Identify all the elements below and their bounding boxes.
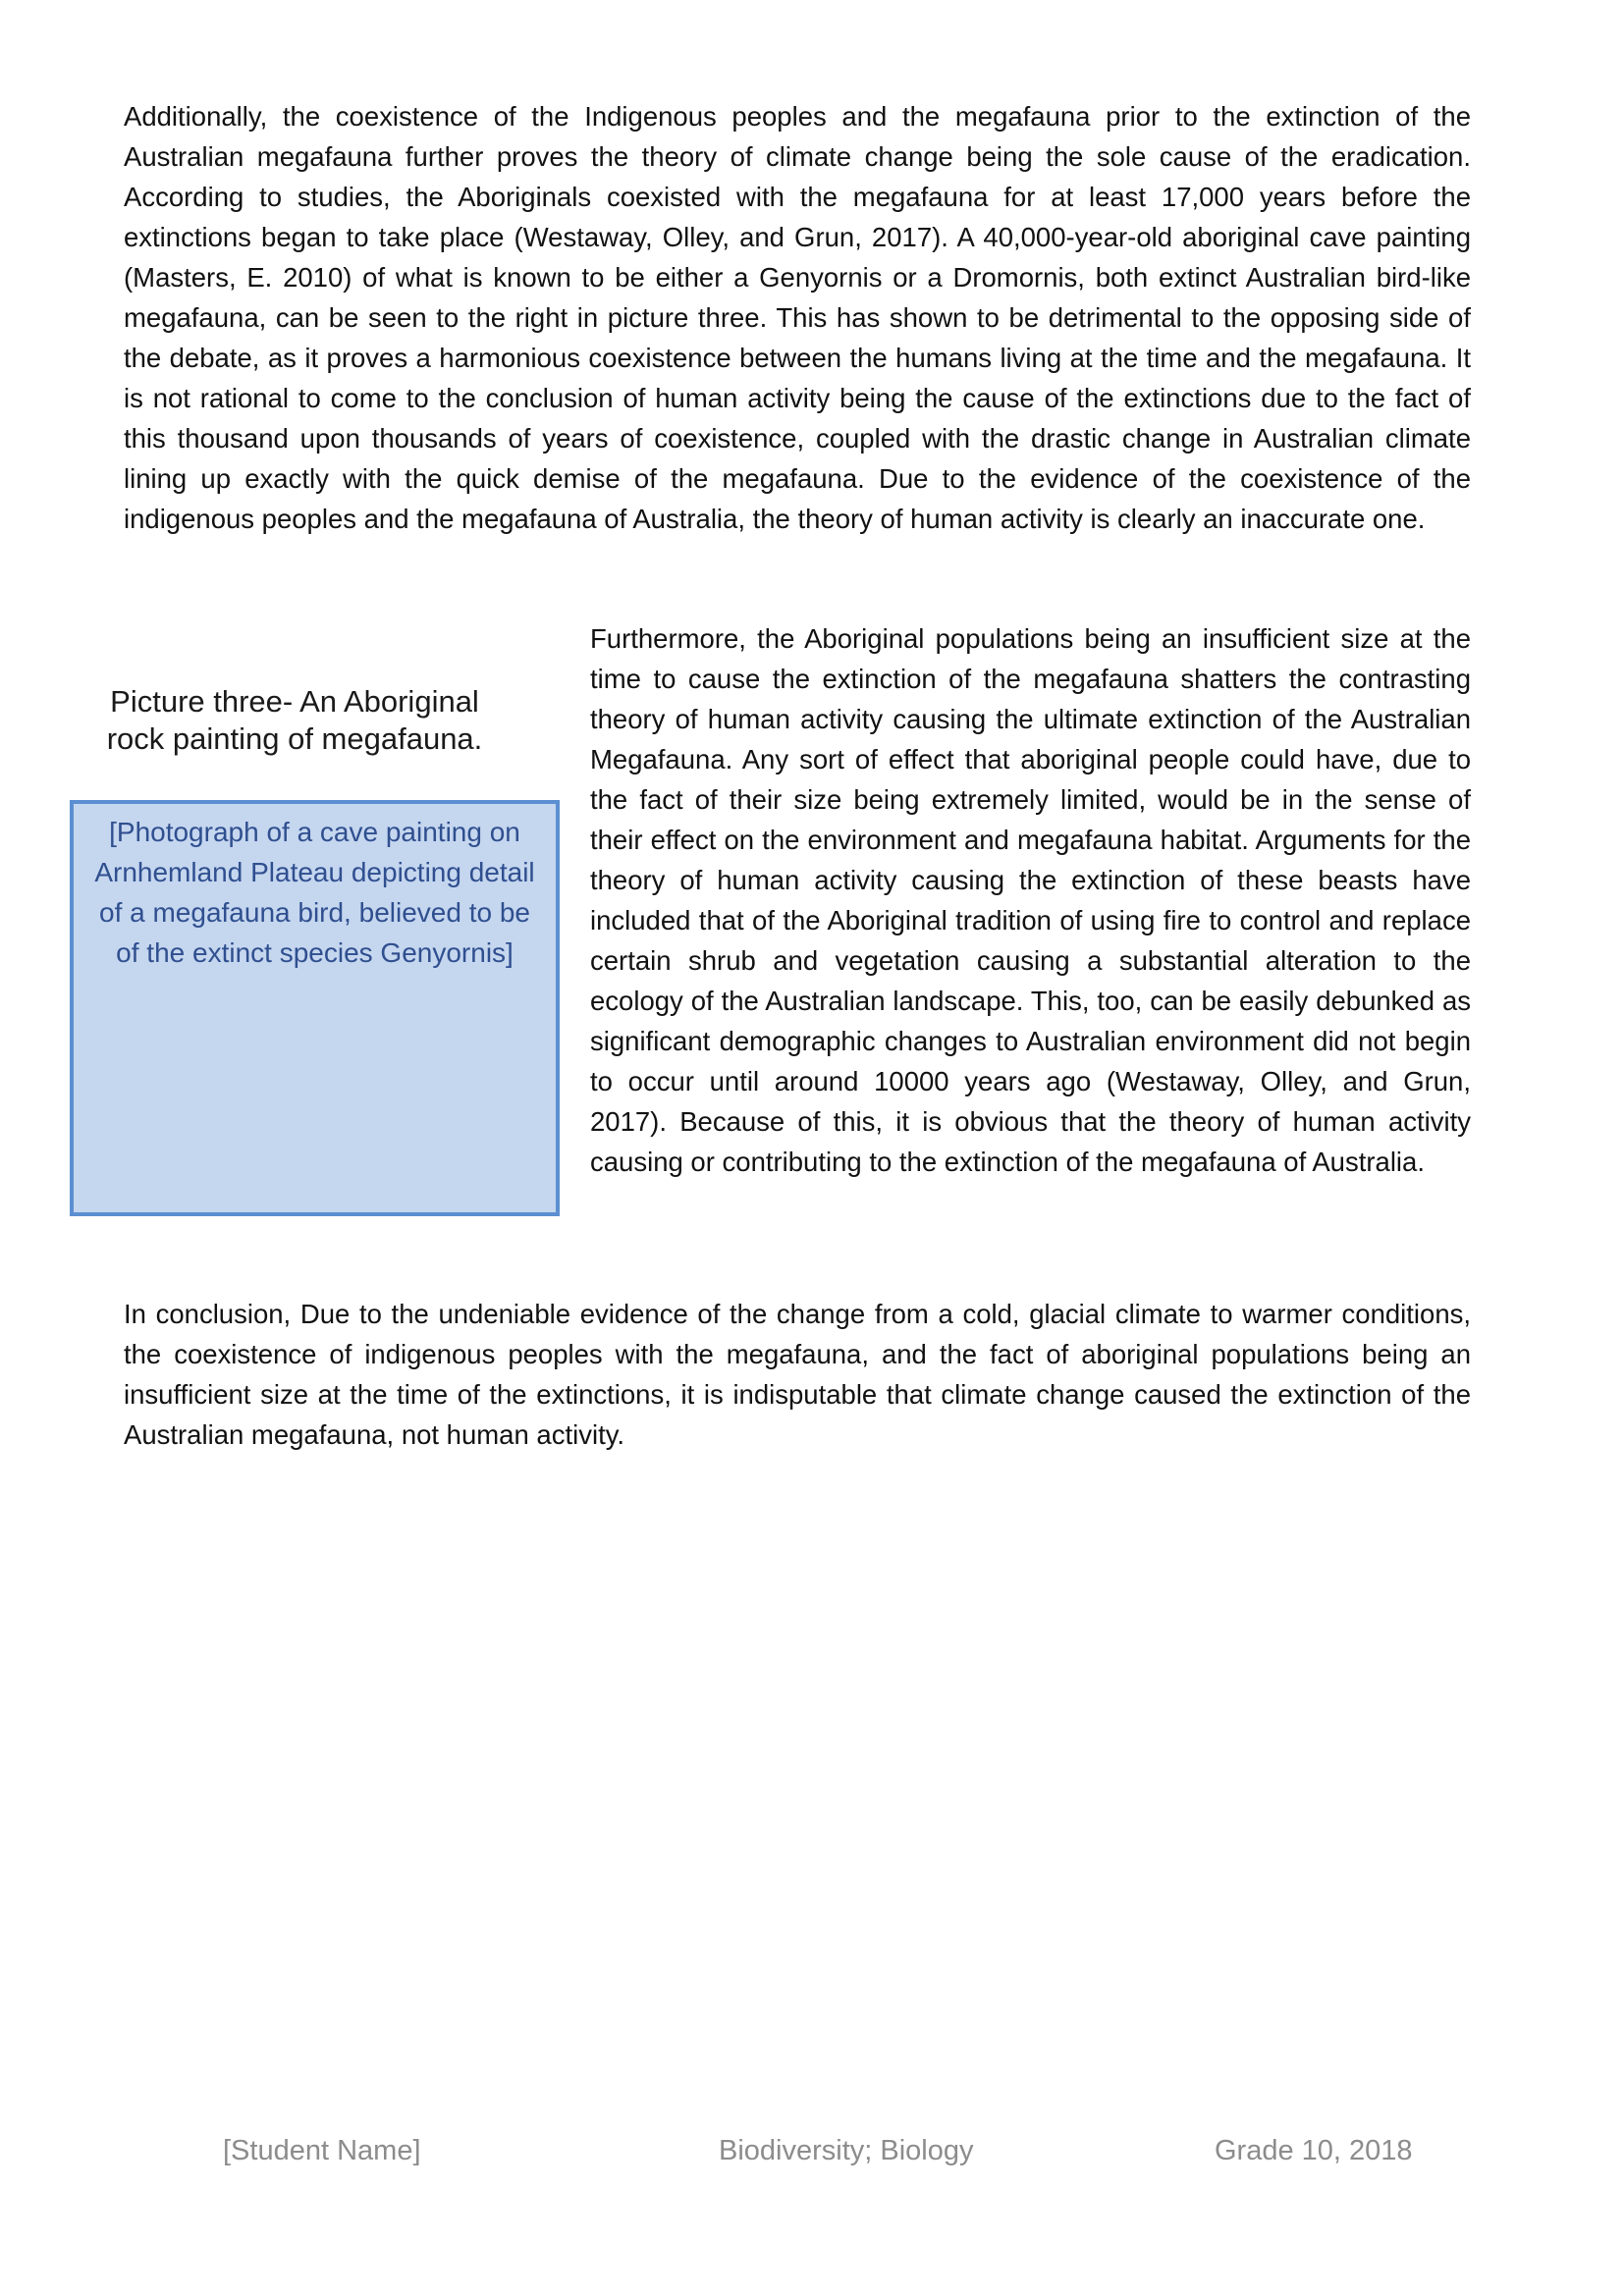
- body-paragraph-2: Furthermore, the Aboriginal populations being an insufficient size at the time to cause the extinction of the megafauna shatters the contrasting theory of human activity causing the ultimate extinction of the Australian Megafauna. Any sort of effect that aboriginal people could have, due to the fact of their size being extremely limited, would be in the sense of their effect on the environment and megafauna habitat. Arguments for the theory of human activity causing the extinction of these beasts have included that of the Aboriginal tradition of using fire to control and replace certain shrub and vegetation causing a substantial alteration to the ecology of the Australian landscape. This, too, can be easily debunked as significant demographic changes to Australian environment did not begin to occur until around 10000 years ago (Westaway, Olley, and Grun, 2017). Because of this, it is obvious that the theory of human activity causing or contributing to the extinction of the megafauna of Australia.: [590, 623, 1471, 1177]
- footer-subject: Biodiversity; Biology: [719, 2135, 974, 2166]
- body-paragraph-1: Additionally, the coexistence of the Indigenous peoples and the megafauna prior to the extinction of the Australian megafauna further proves the theory of climate change being the sole cause of the eradication. According to studies, the Aboriginals coexisted with the megafauna for at least 17,000 years before the extinctions began to take place (Westaway, Olley, and Grun, 2017). A 40,000-year-old aboriginal cave painting (Masters, E. 2010) of what is known to be either a Genyornis or a Dromornis, both extinct Australian bird-like megafauna, can be seen to the right in picture three. This has shown to be detrimental to the opposing side of the debate, as it proves a harmonious coexistence between the humans living at the time and the megafauna. It is not rational to come to the conclusion of human activity being the cause of the extinctions due to the fact of this thousand upon thousands of years of coexistence, coupled with the drastic change in Australian climate lining up exactly with the quick demise of the megafauna. Due to the evidence of the coexistence of the indigenous peoples and the megafauna of Australia, the theory of human activity is clearly an inaccurate one.: [124, 101, 1471, 534]
- figure-caption: Picture three- An Aboriginal rock painting of megafauna.: [106, 684, 483, 756]
- footer-student-name: [Student Name]: [223, 2135, 421, 2166]
- figure-placeholder-text: [Photograph of a cave painting on Arnhemland Plateau depicting detail of a megafauna bird, believed to be of the extinct species Genyornis]: [94, 817, 535, 968]
- footer-grade: Grade 10, 2018: [1215, 2135, 1413, 2166]
- body-paragraph-3: In conclusion, Due to the undeniable evidence of the change from a cold, glacial climate to warmer conditions, the coexistence of indigenous peoples with the megafauna, and the fact of aboriginal populations being an insufficient size at the time of the extinctions, it is indisputable that climate change caused the extinction of the Australian megafauna, not human activity.: [124, 1299, 1471, 1450]
- figure-placeholder-box: [70, 800, 560, 1216]
